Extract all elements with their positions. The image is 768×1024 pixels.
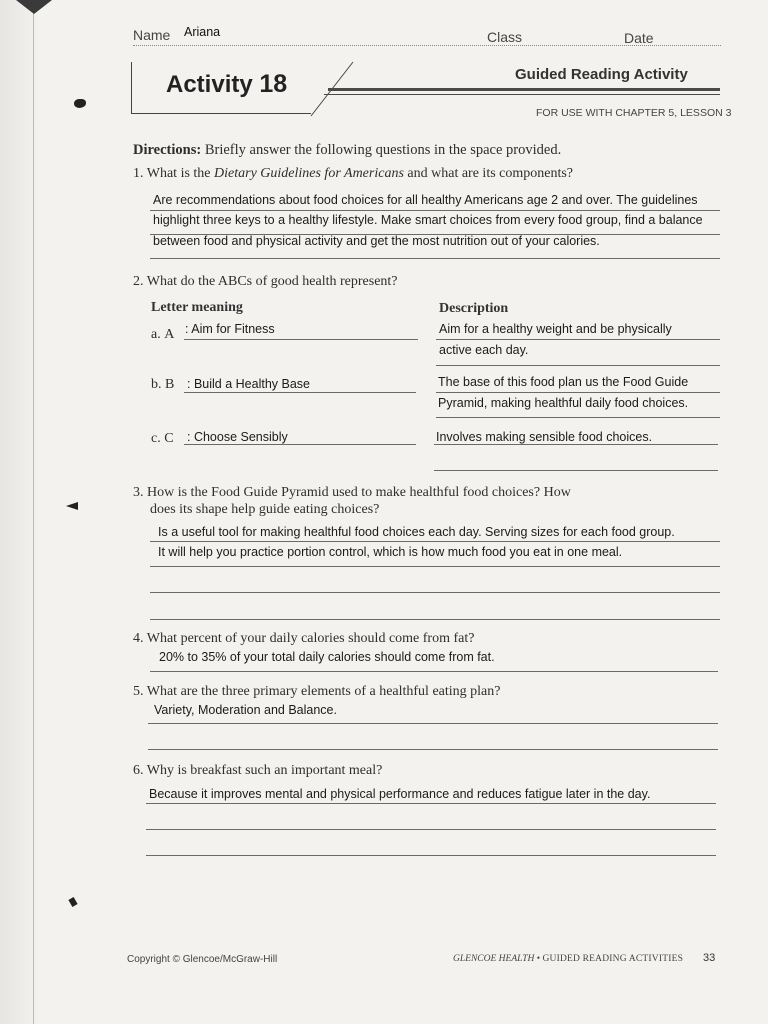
question-6 (133, 763, 382, 779)
question-5 (133, 684, 500, 700)
question-4 (133, 631, 474, 647)
question-2 (133, 274, 398, 290)
page-number: 33 (703, 952, 716, 964)
answer-4-rule (150, 671, 718, 672)
footer-series (453, 954, 683, 964)
question-3-number: 3. (133, 485, 144, 500)
class-label: Class (487, 29, 523, 45)
activity-number: 18 (259, 70, 288, 98)
answer-3-rule-1 (150, 541, 720, 542)
copyright: Copyright © Glencoe/McGraw-Hill (127, 954, 278, 965)
answer-1-line-2: highlight three keys to a healthy lifestyle. Make smart choices from every food group, find a balance (153, 213, 703, 227)
row-a-meaning: : Aim for Fitness (185, 322, 275, 336)
question-2-text: What do the ABCs of good health represent? (146, 274, 398, 289)
question-1 (133, 166, 573, 182)
header-rule-thick (328, 88, 720, 91)
row-a-desc-1: Aim for a healthy weight and be physically (439, 322, 672, 336)
answer-6-rule-3 (146, 855, 716, 856)
row-a-desc-rule-1 (436, 339, 720, 340)
activity-word: Activity (166, 71, 253, 98)
hole-mark-top (74, 99, 86, 108)
row-b-meaning-rule (184, 392, 416, 393)
date-label: Date (624, 30, 654, 46)
top-left-mark (16, 0, 52, 14)
question-4-number: 4. (133, 631, 144, 646)
question-2-number: 2. (133, 274, 144, 289)
hole-mark-middle (66, 502, 78, 510)
row-b-desc-rule-2 (436, 417, 720, 418)
answer-5-rule-1 (148, 723, 718, 724)
name-value: Ariana (184, 25, 221, 39)
row-c-meaning-rule (184, 444, 416, 445)
footer-series-title: GLENCOE HEALTH (453, 954, 535, 964)
row-a-letter: a. A (151, 327, 175, 342)
answer-1-rule-1 (150, 210, 720, 211)
row-c-meaning: : Choose Sensibly (187, 430, 288, 444)
row-b-desc-2: Pyramid, making healthful daily food choices. (438, 396, 689, 410)
question-6-number: 6. (133, 763, 144, 778)
question-3-text-2: does its shape help guide eating choices? (150, 502, 380, 517)
question-5-text: What are the three primary elements of a healthful eating plan? (146, 684, 501, 699)
answer-3-line-2: It will help you practice portion control, which is how much food you eat in one meal. (158, 545, 623, 559)
row-c-desc-rule-2 (434, 470, 718, 471)
name-label: Name (133, 27, 171, 43)
letter-meaning-header: Letter meaning (151, 300, 243, 315)
footer-section: GUIDED READING ACTIVITIES (542, 954, 684, 964)
answer-1-rule-3 (150, 258, 720, 259)
row-a-desc-2: active each day. (439, 343, 529, 357)
row-b-letter: b. B (151, 377, 175, 392)
answer-5-rule-2 (148, 749, 718, 750)
hole-mark-bottom (68, 897, 77, 907)
row-a-desc-rule-2 (436, 365, 720, 366)
row-b-meaning: : Build a Healthy Base (187, 377, 310, 391)
header-rule-thin (324, 94, 720, 95)
question-5-number: 5. (133, 684, 144, 699)
question-4-text: What percent of your daily calories should come from fat? (146, 631, 475, 646)
answer-3-rule-3 (150, 592, 720, 593)
row-c-desc-rule-1 (434, 444, 718, 445)
name-line (133, 45, 721, 46)
question-3 (133, 484, 571, 518)
question-3-text-1: How is the Food Guide Pyramid used to make healthful food choices? How (147, 485, 571, 500)
answer-6: Because it improves mental and physical performance and reduces fatigue later in the day. (149, 787, 651, 801)
directions-text: Briefly answer the following questions in the space provided. (204, 142, 562, 158)
answer-1-line-3: between food and physical activity and get the most nutrition out of your calories. (153, 234, 600, 248)
row-c-desc-1: Involves making sensible food choices. (436, 430, 653, 444)
answer-1-line-1: Are recommendations about food choices for all healthy Americans age 2 and over. The guidelines (153, 193, 698, 207)
answer-3-rule-2 (150, 566, 720, 567)
row-c-letter: c. C (151, 431, 174, 446)
question-1-text: What is the Dietary Guidelines for Americans and what are its components? (146, 166, 574, 181)
description-header: Description (439, 301, 509, 316)
row-b-desc-1: The base of this food plan us the Food Guide (438, 375, 689, 389)
binder-line (33, 0, 34, 1024)
answer-6-rule-2 (146, 829, 716, 830)
binder-edge (0, 0, 40, 1024)
for-use-note: FOR USE WITH CHAPTER 5, LESSON 3 (536, 107, 732, 119)
title-box-bottom-rule (131, 113, 311, 114)
answer-4: 20% to 35% of your total daily calories should come from fat. (159, 650, 495, 664)
directions (133, 142, 561, 159)
activity-title (166, 70, 287, 99)
question-6-text: Why is breakfast such an important meal? (146, 763, 383, 778)
question-1-number: 1. (133, 166, 144, 181)
row-a-meaning-rule (184, 339, 418, 340)
title-box-left-rule (131, 62, 132, 114)
answer-3-line-1: Is a useful tool for making healthful food choices each day. Serving sizes for each food group. (158, 525, 675, 539)
activity-type: Guided Reading Activity (515, 66, 688, 83)
answer-6-rule-1 (146, 803, 716, 804)
row-b-desc-rule-1 (436, 392, 720, 393)
answer-3-rule-4 (150, 619, 720, 620)
directions-label: Directions: (133, 142, 202, 158)
footer-bullet: • (536, 954, 541, 964)
answer-5: Variety, Moderation and Balance. (154, 703, 337, 717)
